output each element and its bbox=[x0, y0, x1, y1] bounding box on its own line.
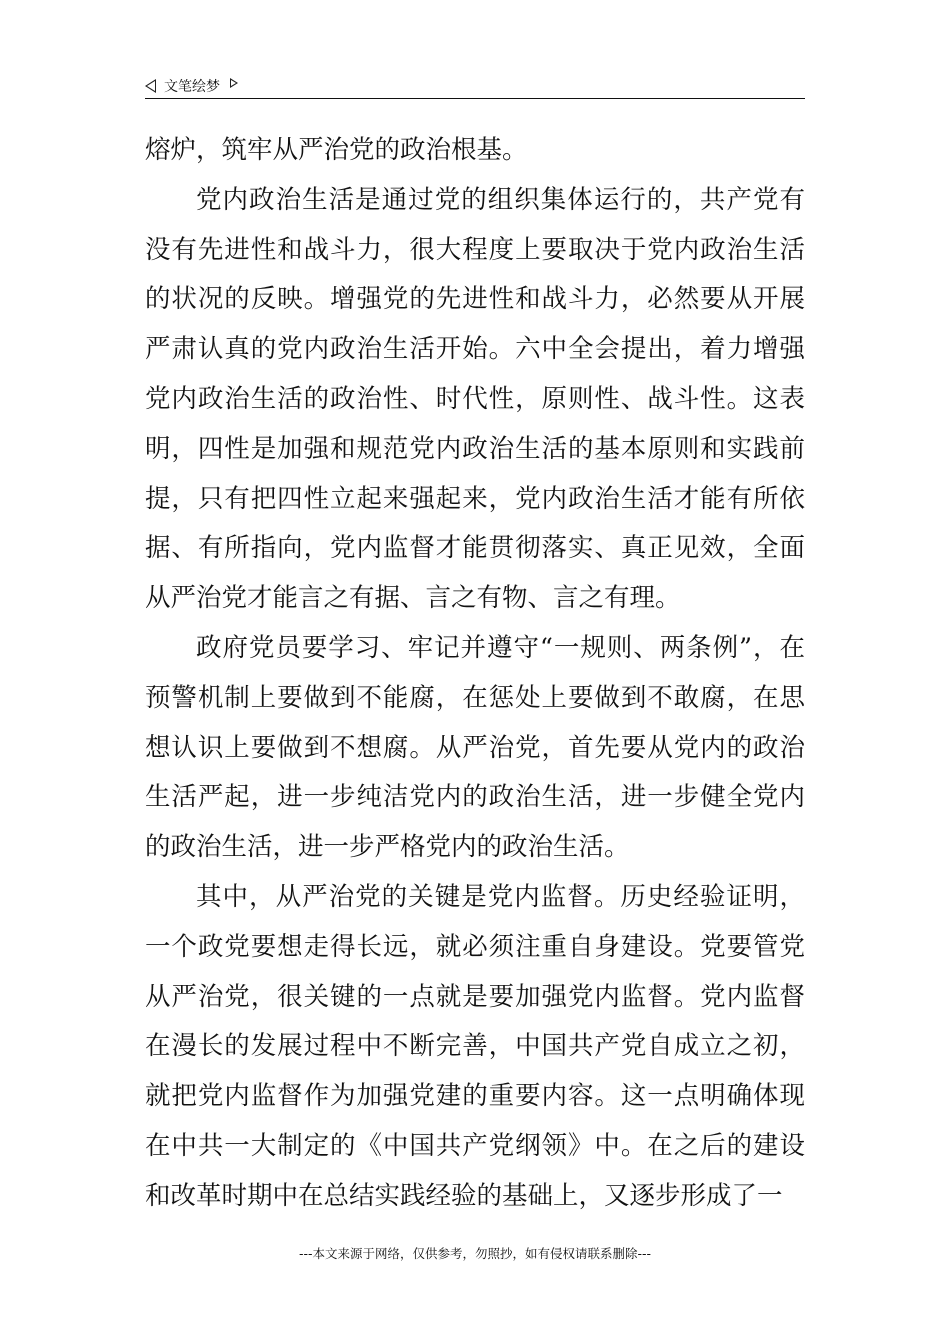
triangle-left-icon bbox=[145, 79, 156, 93]
paragraph: 政府党员要学习、牢记并遵守“一规则、两条例”，在预警机制上要做到不能腐，在惩处上要做到不敢腐，在思想认识上要做到不想腐。从严治党，首先要从党内的政治生活严起，进一步纯洁党内的政治生活，进一步健全党内的政治生活，进一步严格党内的政治生活。 bbox=[145, 632, 805, 863]
header-divider bbox=[145, 98, 805, 99]
paragraph: 其中，从严治党的关键是党内监督。历史经验证明，一个政党要想走得长远，就必须注重自身建设。党要管党从严治党，很关键的一点就是要加强党内监督。党内监督在漫长的发展过程中不断完善，中国共产党自成立之初，就把党内监督作为加强党建的重要内容。这一点明确体现在中共一大制定的《中国共产党纲领》中。在之后的建设和改革时期中在总结实践经验的基础上，又逐步形成了一 bbox=[145, 881, 805, 1211]
triangle-right-icon bbox=[230, 78, 238, 88]
document-body bbox=[145, 126, 805, 1222]
footer-notice: ---本文来源于网络，仅供参考，勿照抄，如有侵权请联系删除--- bbox=[298, 1246, 652, 1261]
header-title: 文笔绘梦 bbox=[164, 79, 220, 95]
paragraph: 熔炉，筑牢从严治党的政治根基。 bbox=[145, 135, 528, 165]
paragraph: 党内政治生活是通过党的组织集体运行的，共产党有没有先进性和战斗力，很大程度上要取决于党内政治生活的状况的反映。增强党的先进性和战斗力，必然要从开展严肃认真的党内政治生活开始。六中全会提出，着力增强党内政治生活的政治性、时代性，原则性、战斗性。这表明，四性是加强和规范党内政治生活的基本原则和实践前提，只有把四性立起来强起来，党内政治生活才能有所依据、有所指向，党内监督才能贯彻落实、真正见效，全面从严治党才能言之有据、言之有物、言之有理。 bbox=[145, 184, 805, 614]
page-header bbox=[145, 74, 805, 98]
